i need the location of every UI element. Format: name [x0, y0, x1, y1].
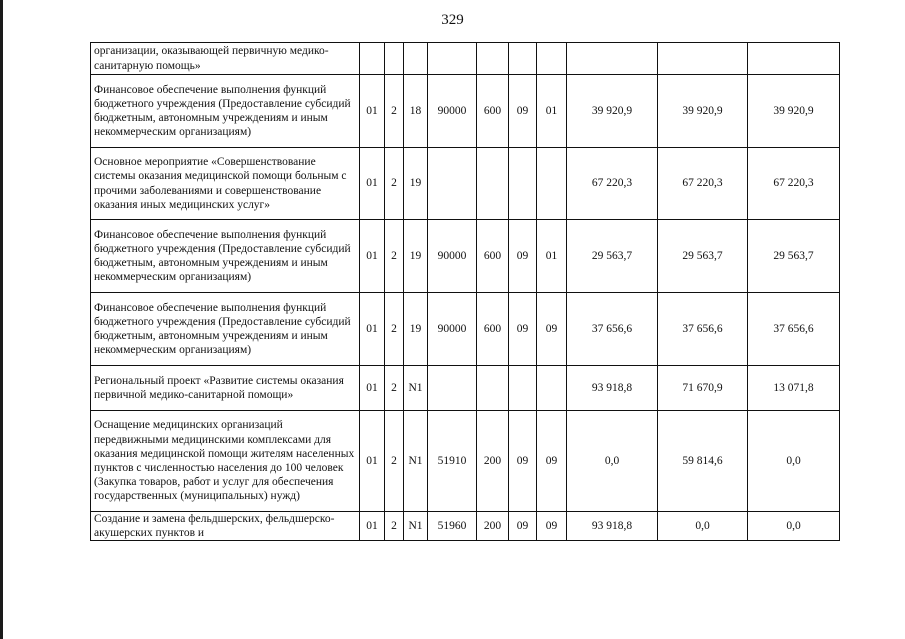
- code-subsection: 01: [537, 220, 567, 293]
- code-direction: [428, 43, 477, 75]
- page-number: 329: [441, 12, 464, 28]
- code-subprogram: 2: [385, 75, 404, 148]
- row-description: Основное мероприятие «Совершенствование системы оказания медицинской помощи больным с прочими заболеваниями и совершенствование оказания иных медицинских услуг»: [91, 148, 360, 220]
- value-year-1: 39 920,9: [567, 75, 658, 148]
- code-program: 01: [360, 75, 385, 148]
- code-event: [404, 43, 428, 75]
- value-year-2: 29 563,7: [658, 220, 748, 293]
- code-program: 01: [360, 366, 385, 411]
- value-year-2: 59 814,6: [658, 411, 748, 512]
- value-year-1: 93 918,8: [567, 366, 658, 411]
- value-year-1: 29 563,7: [567, 220, 658, 293]
- value-year-3: 39 920,9: [748, 75, 840, 148]
- value-year-2: 0,0: [658, 512, 748, 541]
- code-event: 19: [404, 220, 428, 293]
- code-section: 09: [509, 411, 537, 512]
- value-year-3: 29 563,7: [748, 220, 840, 293]
- code-section: [509, 366, 537, 411]
- code-program: 01: [360, 293, 385, 366]
- table-row: [91, 148, 840, 220]
- row-description: Финансовое обеспечение выполнения функций бюджетного учреждения (Предоставление субсидий бюджетным, автономным учреждениям и иным некоммерческим организациям): [91, 293, 360, 366]
- code-direction: 90000: [428, 220, 477, 293]
- code-direction: [428, 148, 477, 220]
- code-direction: [428, 366, 477, 411]
- code-expense-type: 600: [477, 293, 509, 366]
- value-year-1: 93 918,8: [567, 512, 658, 541]
- code-section: 09: [509, 220, 537, 293]
- code-section: [509, 43, 537, 75]
- value-year-1: 37 656,6: [567, 293, 658, 366]
- table-row: [91, 512, 840, 541]
- code-section: 09: [509, 75, 537, 148]
- row-description: Региональный проект «Развитие системы оказания первичной медико-санитарной помощи»: [91, 366, 360, 411]
- code-direction: 90000: [428, 75, 477, 148]
- code-program: 01: [360, 411, 385, 512]
- value-year-3: 67 220,3: [748, 148, 840, 220]
- code-program: 01: [360, 512, 385, 541]
- code-expense-type: [477, 148, 509, 220]
- value-year-3: 0,0: [748, 512, 840, 541]
- code-event: N1: [404, 512, 428, 541]
- code-expense-type: 200: [477, 411, 509, 512]
- value-year-2: 37 656,6: [658, 293, 748, 366]
- code-program: 01: [360, 220, 385, 293]
- code-direction: 51910: [428, 411, 477, 512]
- code-direction: 90000: [428, 293, 477, 366]
- code-subprogram: 2: [385, 220, 404, 293]
- code-expense-type: [477, 43, 509, 75]
- code-subprogram: 2: [385, 366, 404, 411]
- code-subsection: [537, 148, 567, 220]
- code-subsection: 09: [537, 512, 567, 541]
- code-section: [509, 148, 537, 220]
- code-event: N1: [404, 366, 428, 411]
- table-row: [91, 75, 840, 148]
- value-year-1: 0,0: [567, 411, 658, 512]
- value-year-2: 71 670,9: [658, 366, 748, 411]
- value-year-3: 0,0: [748, 411, 840, 512]
- code-subprogram: 2: [385, 512, 404, 541]
- code-expense-type: 600: [477, 220, 509, 293]
- row-description: Финансовое обеспечение выполнения функций бюджетного учреждения (Предоставление субсидий бюджетным, автономным учреждениям и иным некоммерческим организациям): [91, 220, 360, 293]
- code-subsection: [537, 366, 567, 411]
- code-subsection: [537, 43, 567, 75]
- value-year-3: 13 071,8: [748, 366, 840, 411]
- code-subprogram: [385, 43, 404, 75]
- code-subprogram: 2: [385, 411, 404, 512]
- code-subprogram: 2: [385, 293, 404, 366]
- scan-edge: [0, 0, 3, 639]
- budget-table: [90, 42, 840, 541]
- code-event: 19: [404, 148, 428, 220]
- code-section: 09: [509, 293, 537, 366]
- code-direction: 51960: [428, 512, 477, 541]
- code-subsection: 09: [537, 293, 567, 366]
- code-section: 09: [509, 512, 537, 541]
- value-year-1: 67 220,3: [567, 148, 658, 220]
- code-expense-type: [477, 366, 509, 411]
- code-program: 01: [360, 148, 385, 220]
- code-program: [360, 43, 385, 75]
- value-year-2: [658, 43, 748, 75]
- value-year-3: 37 656,6: [748, 293, 840, 366]
- row-description: Оснащение медицинских организаций передвижными медицинскими комплексами для оказания медицинской помощи жителям населенных пунктов с численностью населения до 100 человек (Закупка товаров, работ и услуг для обеспечения государственных (муниципальных) нужд): [91, 411, 360, 512]
- table-row: [91, 43, 840, 75]
- code-event: 19: [404, 293, 428, 366]
- value-year-1: [567, 43, 658, 75]
- code-event: N1: [404, 411, 428, 512]
- table-row: [91, 411, 840, 512]
- value-year-3: [748, 43, 840, 75]
- table-row: [91, 293, 840, 366]
- value-year-2: 67 220,3: [658, 148, 748, 220]
- table-row: [91, 220, 840, 293]
- code-subsection: 09: [537, 411, 567, 512]
- row-description: Создание и замена фельдшерских, фельдшерско-акушерских пунктов и: [91, 512, 360, 541]
- row-description: Финансовое обеспечение выполнения функций бюджетного учреждения (Предоставление субсидий бюджетным, автономным учреждениям и иным некоммерческим организациям): [91, 75, 360, 148]
- code-expense-type: 200: [477, 512, 509, 541]
- code-expense-type: 600: [477, 75, 509, 148]
- code-event: 18: [404, 75, 428, 148]
- code-subsection: 01: [537, 75, 567, 148]
- code-subprogram: 2: [385, 148, 404, 220]
- table-row: [91, 366, 840, 411]
- row-description: организации, оказывающей первичную медико-санитарную помощь»: [91, 43, 360, 75]
- value-year-2: 39 920,9: [658, 75, 748, 148]
